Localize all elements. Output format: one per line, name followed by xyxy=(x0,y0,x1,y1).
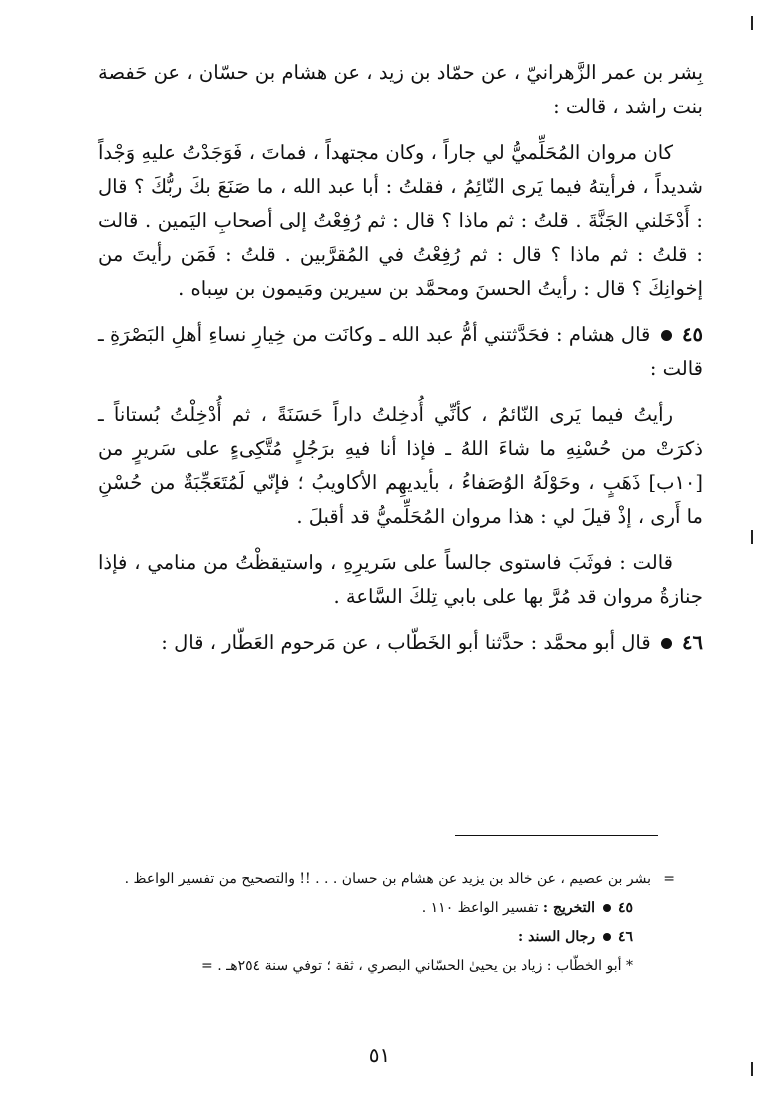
hadith-bullet-icon xyxy=(661,638,672,649)
paragraph-marwan-dream: كان مروان المُحَلِّميُّ لي جاراً ، وكان مجتهداً ، فماتَ ، فَوَجَدْتُ عليهِ وَجْداً شديداً ، فرأيتهُ فيما يَرى النّائِمُ ، فقلتُ : أبا عبد الله ، ما صَنَعَ بكَ ربُّكَ ؟ قال : أَدْخَلني الجَنَّةَ . قلتُ : ثم ماذا ؟ قال : ثم رُفِعْتُ إلى أصحابِ اليَمين . قالت : قلتُ : ثم ماذا ؟ قال : ثم رُفِعْتُ في المُقرَّبين . قلتُ : فَمَن رأيتَ من إخوانِكَ ؟ قال : رأيتُ الحسنَ ومحمَّد بن سيرين ومَيمون بن سِباه . xyxy=(98,141,703,300)
star-icon: * xyxy=(626,958,633,974)
footnote-rijal xyxy=(98,923,673,952)
edge-mark-top xyxy=(751,16,753,30)
footnotes xyxy=(98,865,673,981)
footnote-takhrij-number: ٤٥ xyxy=(617,900,633,916)
footnote-bullet-icon xyxy=(603,904,611,912)
footnote-rijal-number: ٤٦ xyxy=(617,929,633,945)
hadith-46-text: قال أبو محمَّد : حدَّثنا أبو الخَطّاب ، عن مَرحوم العَطّار ، قال : xyxy=(161,631,651,654)
hadith-bullet-icon xyxy=(661,330,672,341)
hadith-46-number: ٤٦ xyxy=(682,631,703,654)
edge-mark-middle xyxy=(751,530,753,544)
footnote-takhrij-text: تفسير الواعظ ١١٠ . xyxy=(421,900,539,916)
paragraph-garden-vision: رأيتُ فيما يَرى النّائمُ ، كأنِّي أُدخِلتُ داراً حَسَنَةً ، ثم أُدْخِلْتُ بُستاناً ـ ذكرَتْ من حُسْنِهِ ما شاءَ اللهُ ـ فإذا أنا فيهِ برَجُلٍ مُتَّكِىءٍ على سَريرٍ من [١٠ب] ذَهَبٍ ، وحَوْلَهُ الوُصَفاءُ ، بأيديهِم الأكاويبُ ؛ فإنّي لَمُتَعَجِّبَةٌ من حُسْنِ ما أَرى ، إذْ قيلَ لي : هذا مروان المُحَلِّميُّ قد أقبلَ . xyxy=(98,403,703,528)
footnote-rijal-label: رجال السند : xyxy=(518,929,596,945)
hadith-45-intro xyxy=(98,318,703,386)
footnote-continuation-mark: = xyxy=(663,871,675,887)
page-number: ٥١ xyxy=(368,1043,391,1067)
hadith-46-intro xyxy=(98,626,703,660)
footnote-takhrij xyxy=(98,894,673,923)
footnote-divider xyxy=(455,835,658,836)
main-text xyxy=(98,56,703,672)
paragraph-funeral: قالت : فوثَبَ فاستوى جالساً على سَريرِهِ ، واستيقظْتُ من منامي ، فإذا جنازةُ مروان قد مُرَّ بها على بابي تِلكَ السَّاعة . xyxy=(98,551,703,608)
paragraph-isnad-continuation: بِشر بن عمر الزَّهرانيّ ، عن حمّاد بن زيد ، عن هشام بن حسّان ، عن حَفصة بنت راشد ، قالت : xyxy=(98,61,703,118)
hadith-45-number: ٤٥ xyxy=(682,323,703,346)
hadith-45-text: قال هشام : فحَدَّثتني أمُّ عبد الله ـ وكانَت من خِيارِ نساءِ أهلِ البَصْرَةِ ـ قالت : xyxy=(98,323,703,380)
footnote-narrator-text: أبو الخطّاب : زياد بن يحيىٰ الحسّاني البصري ، ثقة ؛ توفي سنة ٢٥٤هـ . = xyxy=(201,958,622,974)
footnote-bullet-icon xyxy=(603,933,611,941)
footnote-narrator xyxy=(98,952,673,981)
footnote-correction: بشر بن عصيم ، عن خالد بن يزيد عن هشام بن حسان . . . !! والتصحيح من تفسير الواعظ . xyxy=(124,871,651,887)
footnote-takhrij-label: التخريج : xyxy=(542,900,596,916)
